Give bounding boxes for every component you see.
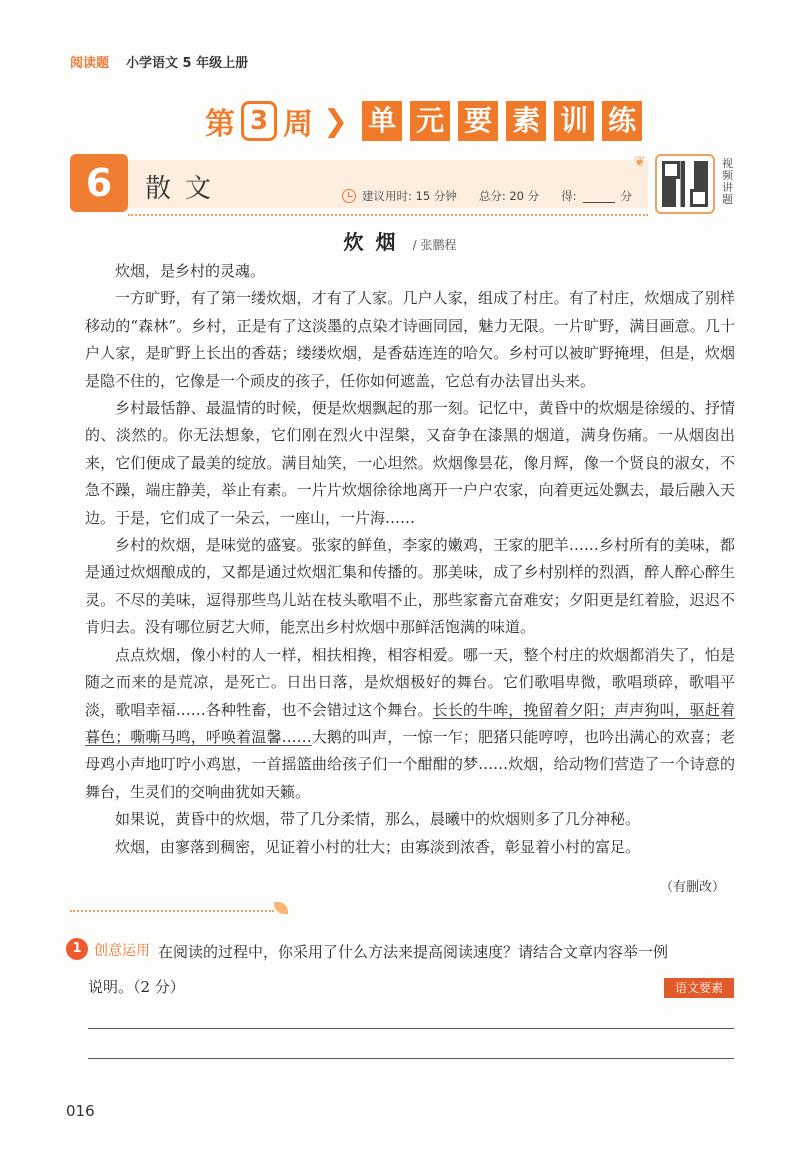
week-title-char: 单	[362, 101, 402, 141]
paragraph: 一方旷野，有了第一缕炊烟，才有了人家。几户人家，组成了村庄。有了村庄，炊烟成了别样移动的“森林”。乡村，正是有了这淡墨的点染才诗画同园，魅力无限。一片旷野，满目画意。几十户人家，是旷野上长出的香菇；缕缕炊烟，是香菇连连的哈欠。乡村可以被旷野掩埋，但是，炊烟是隐不住的，它像是一个顽皮的孩子，任你如何遮盖，它总有办法冒出头来。	[85, 289, 735, 390]
answer-line[interactable]	[88, 1028, 734, 1029]
week-title-char: 元	[410, 101, 450, 141]
page-number: 016	[66, 1102, 95, 1120]
question-badge: 语文要素	[664, 978, 734, 998]
week-number: 3	[241, 101, 277, 141]
score-unit: 分	[620, 189, 633, 203]
question-text: 在阅读的过程中，你采用了什么方法来提高阅读速度？请结合文章内容举一例	[158, 943, 669, 961]
paragraph	[85, 642, 735, 806]
qr-code[interactable]	[655, 154, 715, 214]
question-number: 1	[66, 938, 88, 960]
sprout-icon: ❦	[634, 154, 646, 170]
qr-code-pattern	[662, 161, 708, 207]
section-title: 散文	[145, 174, 226, 204]
article-author: / 张鹏程	[412, 238, 457, 252]
question-tag: 创意运用	[94, 943, 150, 959]
week-title-char: 要	[458, 101, 498, 141]
chevron-right-icon: ❯	[323, 103, 349, 139]
header-tag: 阅读题	[70, 56, 110, 71]
paragraph-part: 点点炊烟，像小村的人一样，相扶相搀，相容相爱。哪一天，整个村庄的炊烟都消失了，怕是随之而来的是荒凉，是死亡。日出日落，是炊烟极好的舞台。它们歌唱卑微，歌唱琐碎，歌唱平淡，歌唱幸福……各种牲畜，也不会错过这个舞台。	[85, 645, 735, 719]
answer-line[interactable]	[88, 1058, 734, 1059]
underlined-sentence: 长长的牛哞，挽留着夕阳；声声狗叫，驱赶着暮色；嘶嘶马鸣，呼唤着温馨……	[85, 700, 735, 746]
total-score: 总分: 20 分	[478, 189, 540, 203]
paragraph: 乡村的炊烟，是味觉的盛宴。张家的鲜鱼，李家的嫩鸡，王家的肥羊……乡村所有的美味，都是通过炊烟酿成的，又都是通过炊烟汇集和传播的。那美味，成了乡村别样的烈酒，醉人醉心醉生灵。不尽的美味，逗得那些鸟儿站在枝头歌唱不止，那些家畜亢奋难安；夕阳更是红着脸，迟迟不肯归去。没有哪位厨艺大师，能烹出乡村炊烟中那鲜活饱满的味道。	[85, 536, 735, 637]
question-text-cont: 说明。（2 分）	[88, 978, 185, 996]
week-title-char: 训	[554, 101, 594, 141]
edit-note: （有删改）	[660, 880, 726, 895]
week-title-char: 素	[506, 101, 546, 141]
section-number: 6	[70, 154, 128, 212]
week-banner	[205, 100, 644, 142]
paragraph: 炊烟，由寥落到稠密，见证着小村的壮大；由寡淡到浓香，彰显着小村的富足。	[115, 837, 641, 856]
question-divider	[70, 910, 274, 912]
paragraph: 炊烟，是乡村的灵魂。	[115, 262, 266, 280]
section-divider	[128, 214, 648, 216]
suggested-time: 建议用时: 15 分钟	[362, 189, 457, 203]
qr-label: 视频讲题	[722, 157, 733, 206]
section-info	[342, 188, 632, 204]
article-body	[85, 258, 735, 861]
clock-icon	[342, 189, 356, 203]
week-title-char: 练	[602, 101, 642, 141]
week-prefix: 第	[205, 107, 235, 142]
leaf-icon	[274, 902, 288, 914]
week-suffix: 周	[283, 107, 313, 142]
article-title-row	[0, 226, 800, 255]
score-label: 得:	[561, 189, 577, 203]
score-blank[interactable]	[583, 190, 615, 203]
paragraph-part: 大鹅的叫声，一惊一乍；肥猪只能哼哼，也吟出满心的欢喜；老母鸡小声地叮咛小鸡崽，一首摇篮曲给孩子们一个酣酣的梦……炊烟，给动物们营造了一个诗意的舞台，生灵们的交响曲犹如天籁。	[85, 727, 735, 801]
article-title: 炊烟	[343, 230, 408, 254]
paragraph: 乡村最恬静、最温情的时候，便是炊烟飘起的那一刻。记忆中，黄昏中的炊烟是徐缓的、抒情的、淡然的。你无法想象，它们刚在烈火中涅槃，又奋争在漆黑的烟道，满身伤痛。一从烟囱出来，它们便成了最美的绽放。满目灿笑，一心坦然。炊烟像昙花，像月辉，像一个贤良的淑女，不急不躁，端庄静美，举止有素。一片片炊烟徐徐地离开一户户农家，向着更远处飘去，最后融入天边。于是，它们成了一朵云，一座山，一片海……	[85, 399, 735, 527]
paragraph: 如果说，黄昏中的炊烟，带了几分柔情，那么，晨曦中的炊烟则多了几分神秘。	[115, 810, 641, 829]
header-subtitle: 小学语文 5 年级上册	[126, 56, 249, 71]
